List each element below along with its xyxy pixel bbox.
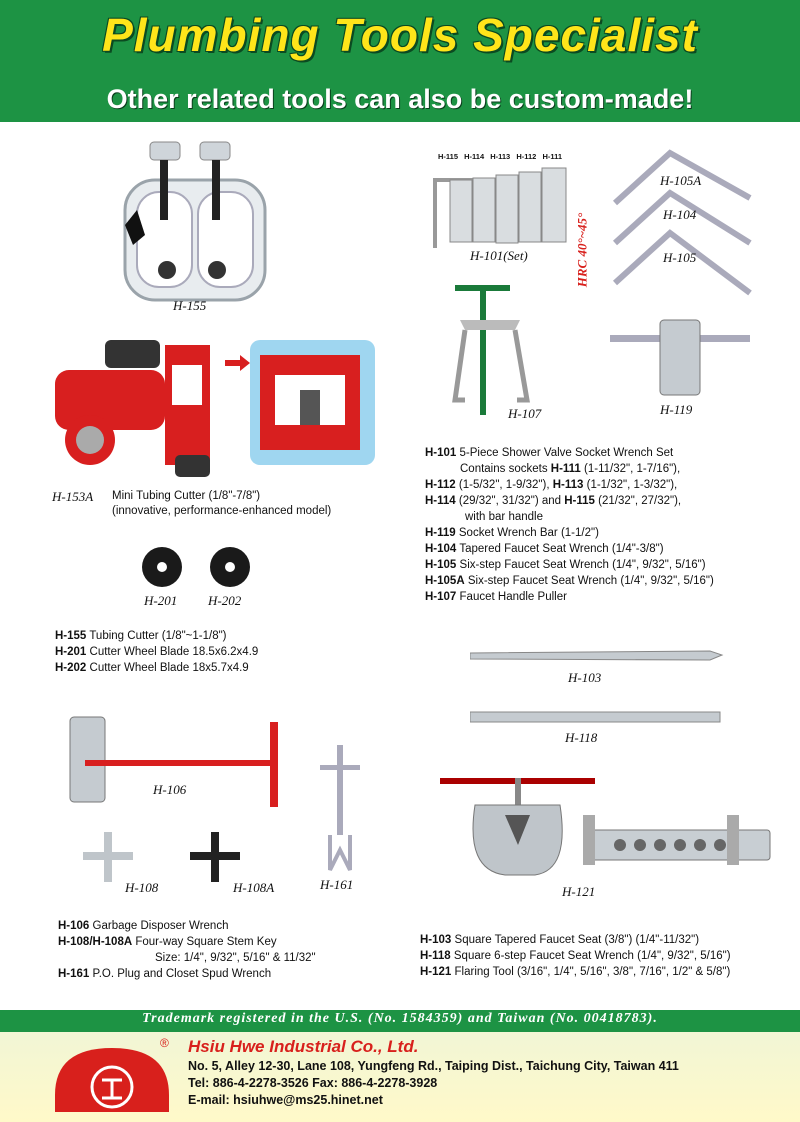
h153a-desc-line2: (innovative, performance-enhanced model) [112, 505, 332, 517]
desc-h108: H-108/H-108A Four-way Square Stem Key [58, 936, 277, 948]
label-h202: H-202 [208, 593, 242, 608]
desc-h108-sizes: Size: 1/4", 9/32", 5/16" & 11/32" [155, 952, 316, 964]
h119-socket-wrench-image [605, 315, 750, 400]
company-email[interactable]: E-mail: hsiuhwe@ms25.hinet.net [188, 1093, 383, 1107]
h118-bar-image [470, 708, 725, 728]
page-subtitle: Other related tools can also be custom-made! [106, 84, 694, 114]
label-h153a: H-153A [52, 489, 94, 504]
label-h121: H-121 [562, 884, 596, 899]
label-h105: H-105 [663, 250, 697, 265]
label-h108: H-108 [125, 880, 159, 895]
label-h107: H-107 [508, 406, 542, 421]
faucet-seat-wrenches-image [600, 148, 760, 298]
h161-spud-wrench-image [315, 740, 365, 875]
registered-mark: ® [160, 1036, 169, 1050]
h108a-key-image [185, 830, 245, 885]
desc-h112: H-112 (1-5/32", 1-9/32"), H-113 (1-1/32", 1-3/32"), [425, 479, 678, 491]
desc-h201: H-201 Cutter Wheel Blade 18.5x6.2x4.9 [55, 646, 259, 658]
desc-h105: H-105 Six-step Faucet Seat Wrench (1/4", 9/32", 5/16") [425, 559, 706, 571]
desc-h101: H-101 5-Piece Shower Valve Socket Wrench Set [425, 447, 674, 459]
h101-socket-set-image [425, 150, 575, 260]
label-h108a: H-108A [233, 880, 275, 895]
label-h106: H-106 [153, 782, 187, 797]
desc-h106: H-106 Garbage Disposer Wrench [58, 920, 229, 932]
label-h105a: H-105A [660, 173, 702, 188]
h153a-mini-cutter-image [50, 335, 375, 485]
company-logo [50, 1040, 175, 1115]
desc-h104: H-104 Tapered Faucet Seat Wrench (1/4"-3/8") [425, 543, 664, 555]
desc-bar-handle: with bar handle [465, 511, 543, 523]
desc-h202: H-202 Cutter Wheel Blade 18x5.7x4.9 [55, 662, 249, 674]
h101-socket-labels: H-115 H-114 H-113 H-112 H-111 [438, 152, 563, 161]
h103-bar-image [470, 648, 725, 668]
company-phone: Tel: 886-4-2278-3526 Fax: 886-4-2278-3928 [188, 1076, 438, 1090]
cutter-wheels-image [140, 545, 260, 590]
h107-puller-image [445, 280, 535, 420]
h108-key-image [78, 830, 138, 885]
label-h101set: H-101(Set) [470, 248, 528, 263]
label-h104: H-104 [663, 207, 697, 222]
label-h201: H-201 [144, 593, 178, 608]
desc-h107: H-107 Faucet Handle Puller [425, 591, 567, 603]
label-h119: H-119 [660, 402, 693, 417]
desc-h121: H-121 Flaring Tool (3/16", 1/4", 5/16", 3/8", 7/16", 1/2" & 5/8") [420, 966, 731, 978]
desc-h103: H-103 Square Tapered Faucet Seat (3/8") (1/4"-11/32") [420, 934, 700, 946]
desc-h118: H-118 Square 6-step Faucet Seat Wrench (1/4", 9/32", 5/16") [420, 950, 731, 962]
trademark-text: Trademark registered in the U.S. (No. 1584359) and Taiwan (No. 00418783). [142, 1011, 658, 1026]
hrc-rating: HRC 40°~45° [574, 212, 590, 288]
company-name: Hsiu Hwe Industrial Co., Ltd. [188, 1037, 419, 1056]
desc-h114: H-114 (29/32", 31/32") and H-115 (21/32", 27/32"), [425, 495, 682, 507]
label-h103: H-103 [568, 670, 602, 685]
desc-h161: H-161 P.O. Plug and Closet Spud Wrench [58, 968, 272, 980]
company-address: No. 5, Alley 12-30, Lane 108, Yungfeng Rd., Taiping Dist., Taichung City, Taiwan 411 [188, 1059, 679, 1073]
desc-h111: Contains sockets H-111 (1-11/32", 1-7/16"), [460, 463, 681, 475]
h155-tubing-cutter-image [115, 140, 275, 305]
h121-flaring-tool-image [435, 770, 775, 885]
page-title: Plumbing Tools Specialist [102, 9, 698, 61]
label-h161: H-161 [320, 877, 354, 892]
label-h155: H-155 [173, 298, 207, 313]
h153a-desc-line1: Mini Tubing Cutter (1/8"-7/8") [112, 490, 261, 502]
label-h118: H-118 [565, 730, 598, 745]
desc-h119: H-119 Socket Wrench Bar (1-1/2") [425, 527, 599, 539]
desc-h155: H-155 Tubing Cutter (1/8"~1-1/8") [55, 630, 227, 642]
desc-h105a: H-105A Six-step Faucet Seat Wrench (1/4", 9/32", 5/16") [425, 575, 714, 587]
